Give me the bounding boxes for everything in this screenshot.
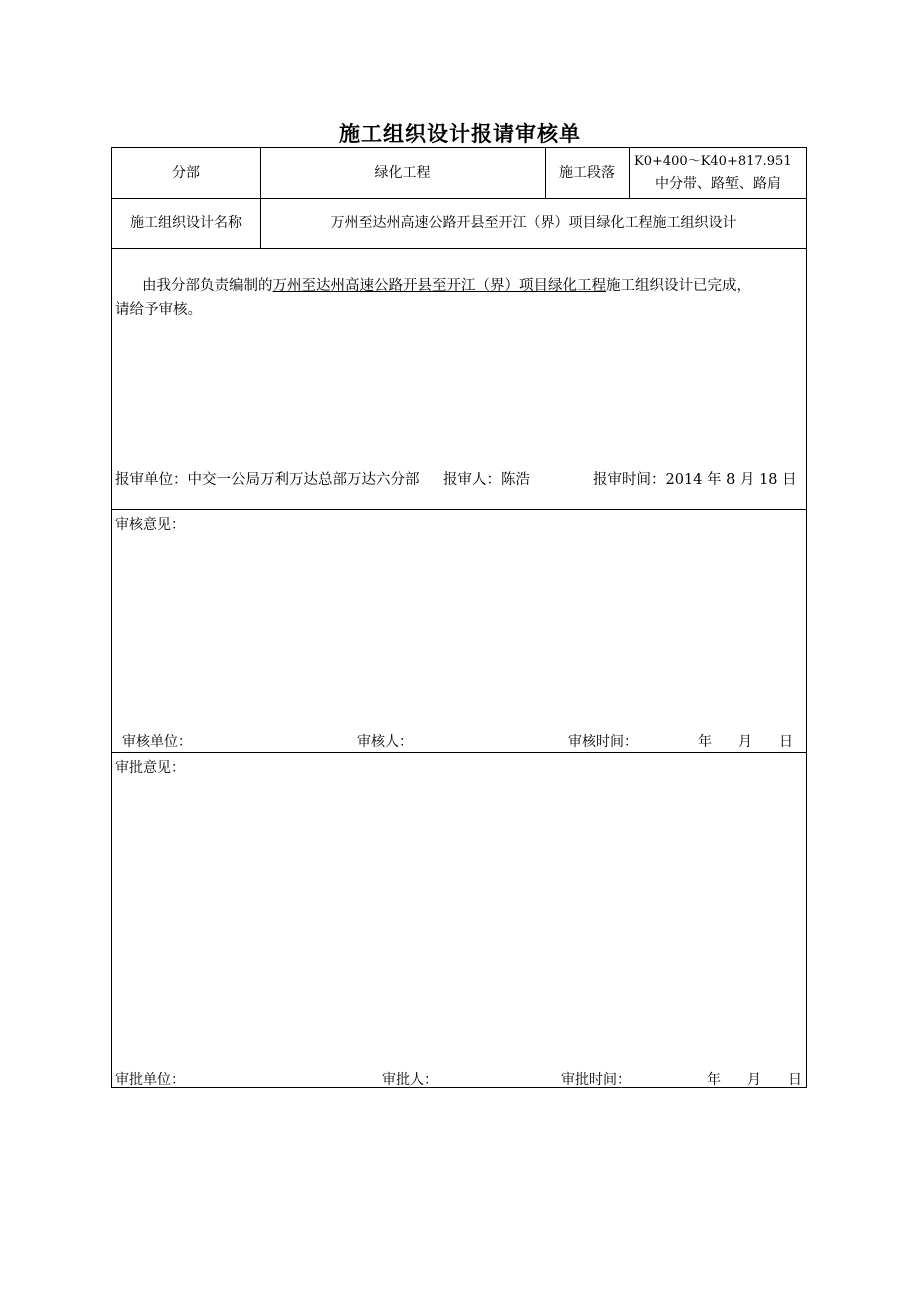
request-project: 万州至达州高速公路开县至开江（界）项目绿化工程 bbox=[272, 278, 606, 294]
review-day: 日 bbox=[779, 734, 793, 750]
request-unit-label: 报审单位： bbox=[115, 472, 188, 488]
request-time-label: 报审时间： bbox=[593, 472, 666, 488]
approval-time-label: 审批时间： bbox=[561, 1072, 631, 1088]
approval-month: 月 bbox=[747, 1072, 761, 1088]
review-person-label: 审核人： bbox=[357, 734, 413, 750]
request-person-label: 报审人： bbox=[443, 472, 501, 488]
approval-year: 年 bbox=[707, 1072, 721, 1088]
request-suffix: 施工组织设计已完成， bbox=[606, 278, 751, 294]
request-footer bbox=[115, 468, 420, 489]
approval-day: 日 bbox=[788, 1072, 802, 1088]
request-prefix: 由我分部负责编制的 bbox=[142, 278, 273, 294]
approval-unit-label: 审批单位： bbox=[115, 1072, 185, 1088]
approval-opinion-label: 审批意见： bbox=[115, 760, 185, 776]
segment-value bbox=[629, 151, 807, 197]
approval-person-label: 审批人： bbox=[382, 1072, 438, 1088]
dept-label: 分部 bbox=[172, 165, 200, 181]
review-time-label: 审核时间： bbox=[568, 734, 638, 750]
segment-label: 施工段落 bbox=[559, 165, 615, 181]
request-text bbox=[115, 274, 807, 322]
segment-location: 中分带、路堑、路肩 bbox=[655, 176, 781, 192]
review-form bbox=[111, 147, 807, 1088]
review-year: 年 bbox=[698, 734, 712, 750]
request-person bbox=[443, 468, 530, 489]
request-time bbox=[593, 468, 797, 489]
design-name-value: 万州至达州高速公路开县至开江（界）项目绿化工程施工组织设计 bbox=[330, 215, 737, 231]
divider bbox=[112, 752, 806, 753]
review-month: 月 bbox=[738, 734, 752, 750]
page-title: 施工组织设计报请审核单 bbox=[339, 121, 581, 146]
review-unit-label: 审核单位： bbox=[122, 734, 192, 750]
request-line2: 请给予审核。 bbox=[115, 302, 202, 318]
request-unit-value: 中交一公局万利万达总部万达六分部 bbox=[187, 472, 420, 488]
request-person-value: 陈浩 bbox=[501, 472, 530, 488]
segment-range: K0+400～K40+817.951 bbox=[634, 154, 792, 169]
divider bbox=[112, 248, 806, 249]
design-name-label: 施工组织设计名称 bbox=[130, 215, 242, 231]
divider bbox=[112, 509, 806, 510]
review-opinion-label: 审核意见： bbox=[115, 517, 185, 533]
request-time-value: 2014 年 8 月 18 日 bbox=[665, 472, 797, 488]
dept-value: 绿化工程 bbox=[374, 165, 431, 181]
